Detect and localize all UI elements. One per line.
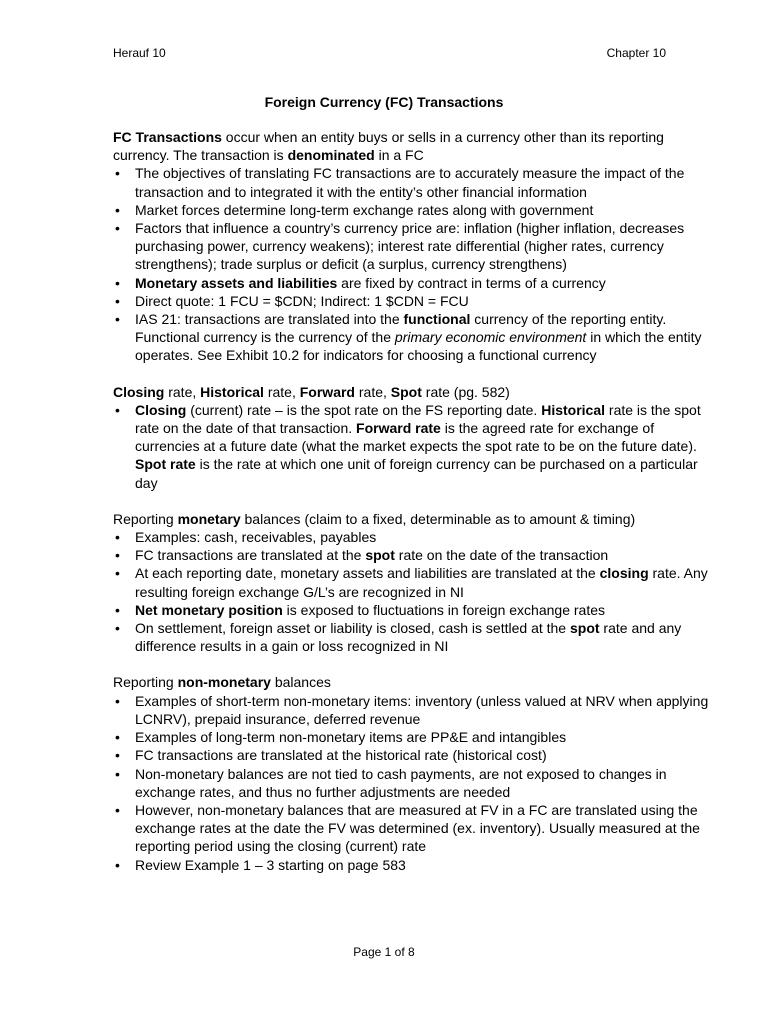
section-non-monetary-balances — [113, 673, 713, 873]
bold-term: monetary — [177, 510, 241, 527]
text: Factors that influence a country’s currency price are: inflation (higher inflation, decreases purchasing power, currency weakens); interest rate differential (higher rates, currency strengthens); trade surplus or deficit (a surplus, currency strengthens) — [135, 220, 685, 273]
section-monetary-balances — [113, 510, 713, 656]
bullet-icon: • — [115, 747, 120, 764]
bold-term: Forward rate — [356, 420, 441, 437]
bullet-icon: • — [115, 311, 120, 328]
text: (current) rate – is the spot rate on the FS reporting date. — [186, 401, 542, 418]
bullet-icon: • — [115, 165, 120, 182]
text: currency of the reporting entity. Functional currency is the currency of the — [135, 311, 667, 346]
text: rate, — [164, 383, 201, 400]
text: Examples of short-term non-monetary items: inventory (unless valued at NRV when applying LCNRV), prepaid insurance, deferred revenue — [135, 692, 709, 727]
list-item — [113, 528, 713, 546]
bullet-icon: • — [115, 529, 120, 546]
text: is the rate at which one unit of foreign currency can be purchased on a particular day — [135, 456, 698, 491]
text: occur when an entity buys or sells in a currency other than its reporting currency. The transaction is — [113, 129, 664, 164]
text: are fixed by contract in terms of a currency — [337, 274, 606, 291]
bold-term: closing — [599, 565, 649, 582]
section-heading — [113, 383, 713, 401]
bold-term: non-monetary — [177, 674, 271, 691]
bullet-list — [113, 164, 713, 364]
text: Market forces determine long-term exchange rates along with government — [135, 201, 594, 218]
bold-term: Historical — [541, 401, 606, 418]
text: Direct quote: 1 FCU = $CDN; Indirect: 1 $CDN = FCU — [135, 292, 469, 309]
section-heading — [113, 510, 713, 528]
text: Reporting — [113, 510, 178, 527]
list-item — [113, 601, 713, 619]
bullet-icon: • — [115, 401, 120, 418]
list-item — [113, 728, 713, 746]
text: Non-monetary balances are not tied to cash payments, are not exposed to changes in exchange rates, and thus no further adjustments are needed — [135, 765, 667, 800]
page-number-footer: Page 1 of 8 — [353, 945, 415, 959]
bold-term: Forward — [299, 383, 355, 400]
bullet-icon: • — [115, 692, 120, 709]
bullet-icon: • — [115, 292, 120, 309]
text: rate, — [263, 383, 300, 400]
document-body — [113, 128, 713, 892]
bullet-icon: • — [115, 220, 120, 237]
text: FC transactions are translated at the historical rate (historical cost) — [135, 747, 547, 764]
text: Reporting — [113, 674, 178, 691]
text: Examples: cash, receivables, payables — [135, 529, 377, 546]
list-item — [113, 564, 713, 600]
bullet-icon: • — [115, 547, 120, 564]
text: IAS 21: transactions are translated into the — [135, 311, 404, 328]
header-author: Herauf 10 — [113, 46, 166, 60]
list-item — [113, 201, 713, 219]
list-item — [113, 546, 713, 564]
text: FC transactions are translated at the — [135, 547, 366, 564]
list-item — [113, 856, 713, 874]
bold-term: spot — [365, 547, 395, 564]
section-heading — [113, 673, 713, 691]
text: At each reporting date, monetary assets and liabilities are translated at the — [135, 565, 600, 582]
list-item — [113, 401, 713, 492]
section-rates — [113, 383, 713, 492]
text: rate, — [354, 383, 391, 400]
term-denominated: denominated — [287, 147, 375, 164]
text: Review Example 1 – 3 starting on page 583 — [135, 856, 406, 873]
bold-term: Spot rate — [135, 456, 196, 473]
page-title: Foreign Currency (FC) Transactions — [264, 94, 504, 110]
bold-term: Closing — [135, 401, 187, 418]
list-item — [113, 765, 713, 801]
text: rate (pg. 582) — [421, 383, 510, 400]
list-item — [113, 801, 713, 856]
list-item — [113, 692, 713, 728]
bullet-icon: • — [115, 729, 120, 746]
text: in a FC — [374, 147, 424, 164]
list-item — [113, 219, 713, 274]
header-chapter: Chapter 10 — [606, 46, 666, 60]
text: rate on the date of the transaction — [394, 547, 609, 564]
text: The objectives of translating FC transactions are to accurately measure the impact of the transaction and to integrated it with the entity’s other financial information — [135, 165, 685, 200]
italic-term: primary economic environment — [394, 329, 587, 346]
bullet-list — [113, 528, 713, 655]
bold-term: Historical — [200, 383, 264, 400]
bold-term: functional — [403, 311, 471, 328]
section-fc-transactions — [113, 128, 713, 365]
bold-term: Monetary assets and liabilities — [135, 274, 338, 291]
text: is exposed to fluctuations in foreign exchange rates — [282, 601, 605, 618]
text: rate is the spot rate on the date of that transaction. — [135, 401, 701, 437]
bullet-icon: • — [115, 620, 120, 637]
text: balances — [270, 674, 331, 691]
bullet-icon: • — [115, 201, 120, 218]
text: However, non-monetary balances that are measured at FV in a FC are translated using the exchange rates at the date the FV was determined (ex. inventory). Usually measured at the reporting period using the closing (current) rate — [135, 801, 700, 855]
list-item — [113, 274, 713, 292]
bold-term: spot — [569, 620, 600, 637]
bullet-icon: • — [115, 565, 120, 582]
bold-term: Spot — [390, 383, 422, 400]
bullet-list — [113, 401, 713, 492]
list-item — [113, 164, 713, 200]
bold-term: Net monetary position — [135, 601, 283, 618]
text: in which the entity operates. See Exhibit 10.2 for indicators for choosing a functional currency — [135, 329, 702, 364]
text: rate and any difference results in a gain or loss recognized in NI — [135, 620, 682, 655]
list-item — [113, 292, 713, 310]
intro-paragraph — [113, 128, 713, 164]
bullet-icon: • — [115, 856, 120, 873]
list-item — [113, 619, 713, 655]
bullet-icon: • — [115, 801, 120, 818]
text: balances (claim to a fixed, determinable as to amount & timing) — [240, 510, 636, 527]
text: rate. Any resulting foreign exchange G/L’s are recognized in NI — [135, 565, 708, 600]
bold-term: Closing — [113, 383, 165, 400]
text: Examples of long-term non-monetary items are PP&E and intangibles — [135, 729, 567, 746]
bullet-icon: • — [115, 601, 120, 618]
bullet-icon: • — [115, 765, 120, 782]
bullet-list — [113, 692, 713, 874]
bullet-icon: • — [115, 274, 120, 291]
list-item — [113, 310, 713, 365]
text: On settlement, foreign asset or liability is closed, cash is settled at the — [135, 620, 570, 637]
list-item — [113, 746, 713, 764]
text: is the agreed rate for exchange of currencies at a future date (what the market expects the spot rate to be on the future date). — [135, 420, 697, 455]
term-fc-transactions: FC Transactions — [113, 129, 222, 145]
